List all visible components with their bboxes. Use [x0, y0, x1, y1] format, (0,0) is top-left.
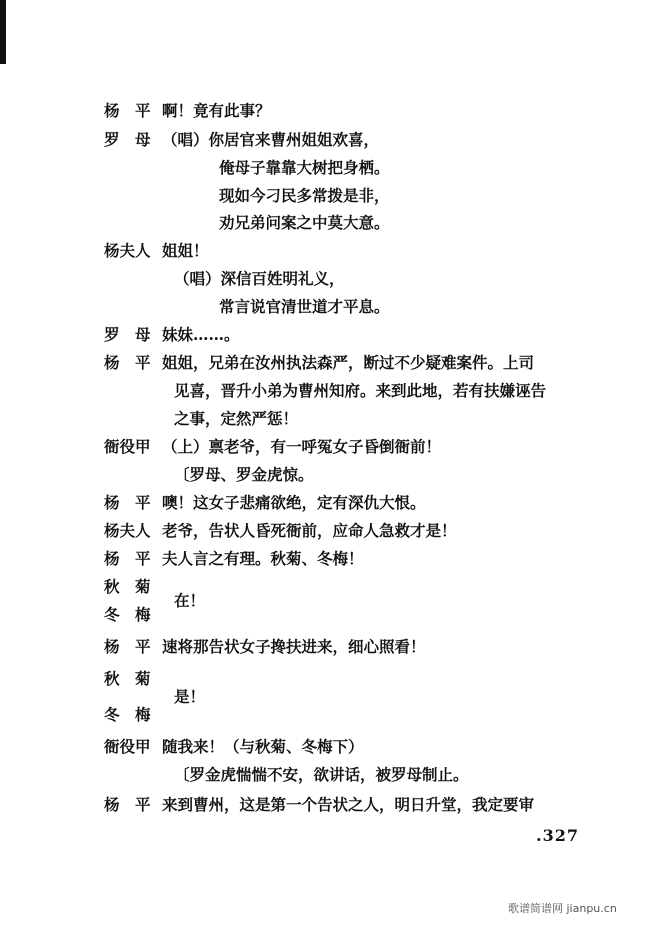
line-text: 姐姐，兄弟在汝州执法森严，断过不少疑难案件。上司 [162, 353, 535, 372]
speaker: 杨 平 [104, 795, 151, 814]
dialogue-line [104, 101, 271, 121]
dialogue-line [104, 521, 457, 541]
speaker: 杨夫人 [104, 241, 151, 260]
line-text: （上）禀老爷，有一呼冤女子昏倒衙前！ [162, 437, 442, 456]
dialogue-line [104, 241, 209, 261]
line-text: 在！ [174, 591, 206, 610]
speaker: 杨 平 [104, 637, 151, 656]
speaker: 杨 平 [104, 549, 151, 568]
dialogue-line [104, 325, 240, 345]
dialogue-line [104, 637, 426, 657]
speaker: 秋 菊 [104, 669, 151, 688]
dialogue-line [104, 549, 364, 569]
speaker: 衙役甲 [104, 737, 151, 756]
line-text: 速将那告状女子搀扶进来，细心照看！ [162, 637, 426, 656]
stage-direction: 〔罗金虎惴惴不安，欲讲话，被罗母制止。 [174, 765, 469, 784]
scan-edge-mark [0, 0, 6, 64]
line-text: 噢！这女子悲痛欲绝，定有深仇大恨。 [162, 493, 426, 512]
line-text: 夫人言之有理。秋菊、冬梅！ [162, 549, 364, 568]
page-number: .327 [536, 826, 579, 845]
line-text: 是！ [174, 687, 206, 706]
line-text: （唱）你居官来曹州姐姐欢喜， [162, 130, 380, 149]
speaker: 杨 平 [104, 353, 151, 372]
line-text: 啊！竟有此事？ [162, 101, 271, 120]
verse-line: 俺母子靠靠大树把身栖。 [219, 158, 390, 177]
dialogue-line [104, 353, 534, 373]
line-text: 姐姐！ [162, 241, 209, 260]
line-text: 来到曹州，这是第一个告状之人，明日升堂，我定要审 [162, 795, 535, 814]
speaker: 罗 母 [104, 130, 151, 149]
line-text: 老爷，告状人昏死衙前，应命人急救才是！ [162, 521, 457, 540]
dialogue-line [104, 437, 441, 457]
verse-line: 劝兄弟问案之中莫大意。 [219, 213, 390, 232]
speaker: 杨 平 [104, 493, 151, 512]
speaker: 杨 平 [104, 101, 151, 120]
dialogue-line [104, 130, 379, 150]
verse-line: 常言说官清世道才平息。 [219, 297, 390, 316]
dialogue-line [104, 737, 364, 757]
verse-line: （唱）深信百姓明礼义， [174, 269, 345, 288]
speaker: 衙役甲 [104, 437, 151, 456]
continuation-line: 之事，定然严惩！ [174, 409, 299, 428]
continuation-line: 见喜，晋升小弟为曹州知府。来到此地，若有扶嫌诬告 [174, 381, 547, 400]
verse-line: 现如今刁民多常拨是非， [219, 186, 390, 205]
line-text: 妹妹……。 [162, 325, 240, 344]
watermark: 歌谱简谱网 jianpu.cn [508, 902, 617, 915]
speaker: 秋 菊 [104, 577, 151, 596]
line-text: 随我来！（与秋菊、冬梅下） [162, 737, 364, 756]
speaker: 冬 梅 [104, 605, 151, 624]
dialogue-line [104, 493, 426, 513]
stage-direction: 〔罗母、罗金虎惊。 [174, 465, 314, 484]
speaker: 罗 母 [104, 325, 151, 344]
speaker: 冬 梅 [104, 705, 151, 724]
dialogue-line [104, 795, 534, 815]
speaker: 杨夫人 [104, 521, 151, 540]
